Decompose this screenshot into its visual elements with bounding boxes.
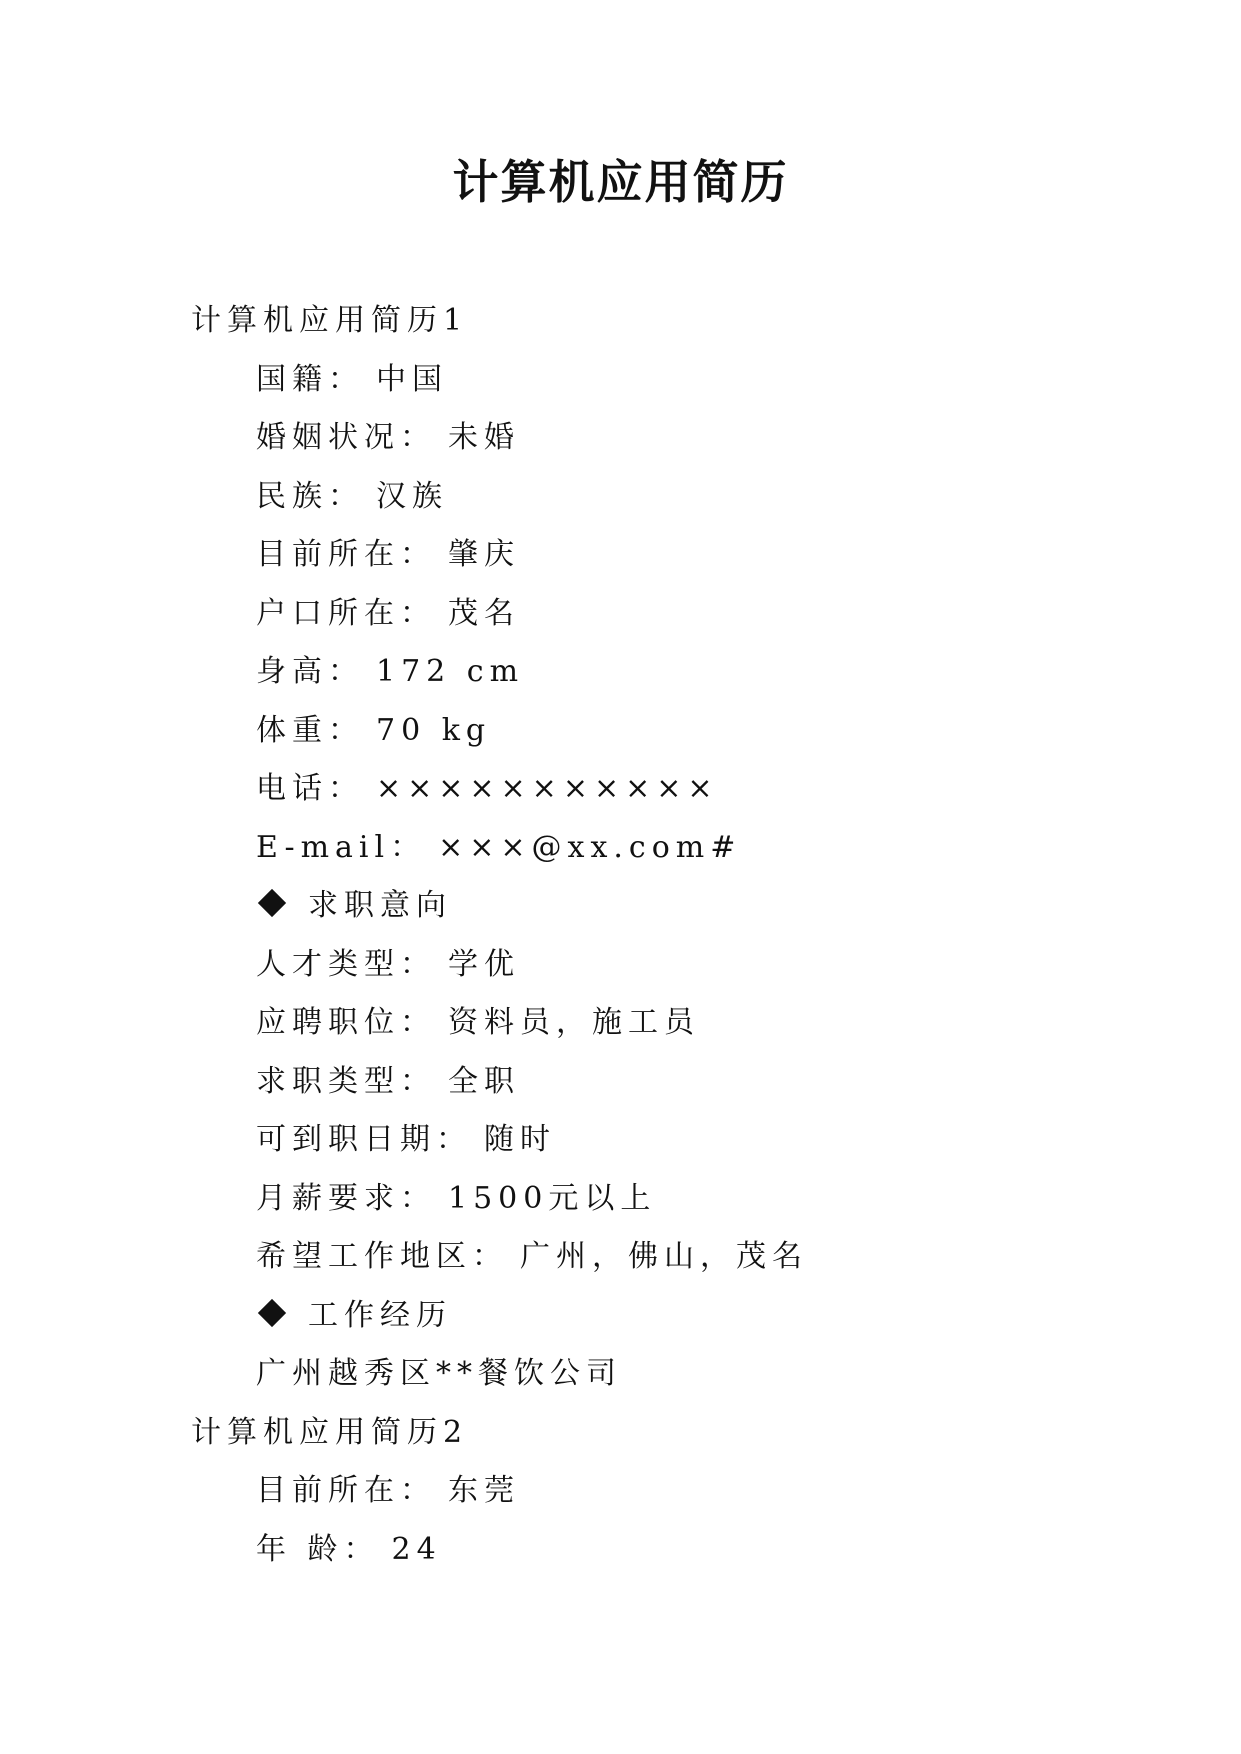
age-value: 24 [391,1531,442,1567]
resume-1-heading: 计算机应用简历1 [191,303,469,338]
current-location-value: 肇庆 [448,537,520,572]
company-name: 广州越秀区**餐饮公司 [256,1356,622,1391]
phone-value: ××××××××××× [376,771,719,806]
diamond-bullet-icon [258,889,286,917]
diamond-bullet-icon [258,1298,286,1326]
start-date-row [0,1111,1241,1170]
current-location-label: 目前所在： [256,537,436,572]
position-value: 资料员，施工员 [448,1005,700,1040]
hukou-value: 茂名 [448,595,520,631]
current-location-label: 目前所在： [256,1473,436,1508]
nationality-value: 中国 [376,361,448,397]
phone-label: 电话： [256,771,364,806]
current-location-row-2 [0,1462,1241,1521]
ethnicity-row [0,468,1241,527]
salary-row [0,1170,1241,1229]
job-type-value: 全职 [448,1063,520,1099]
hukou-label: 户口所在： [256,595,436,631]
experience-heading-text: 工作经历 [308,1297,452,1333]
job-type-row [0,1053,1241,1112]
ethnicity-value: 汉族 [376,478,448,514]
email-value: ×××@xx.com# [438,829,742,865]
weight-label: 体重： [256,712,364,748]
position-label: 应聘职位： [256,1005,436,1040]
document-body [0,292,1241,1579]
start-date-label: 可到职日期： [256,1122,472,1157]
talent-type-label: 人才类型： [256,946,436,982]
nationality-row [0,351,1241,410]
talent-type-row [0,936,1241,995]
email-label: E-mail： [256,829,427,865]
page-title: 计算机应用简历 [452,155,789,209]
nationality-label: 国籍： [256,361,364,397]
weight-row [0,702,1241,761]
phone-row [0,760,1241,819]
age-label: 年 龄： [256,1531,380,1567]
intent-section-heading [0,877,1241,936]
work-area-label: 希望工作地区： [256,1239,508,1274]
marital-label: 婚姻状况： [256,420,436,455]
email-row [0,819,1241,878]
work-area-value: 广州，佛山，茂名 [520,1239,808,1274]
marital-row [0,409,1241,468]
current-location-value: 东莞 [448,1473,520,1508]
salary-value: 1500元以上 [448,1180,657,1216]
hukou-row [0,585,1241,644]
weight-value: 70 kg [376,712,492,748]
work-area-row [0,1228,1241,1287]
marital-value: 未婚 [448,420,520,455]
start-date-value: 随时 [484,1122,556,1157]
intent-heading-text: 求职意向 [308,888,452,923]
height-value: 172 cm [376,654,525,689]
position-row [0,994,1241,1053]
height-label: 身高： [256,654,364,689]
experience-section-heading [0,1287,1241,1346]
current-location-row [0,526,1241,585]
height-row [0,643,1241,702]
talent-type-value: 学优 [448,946,520,982]
age-row [0,1521,1241,1580]
ethnicity-label: 民族： [256,478,364,514]
job-type-label: 求职类型： [256,1063,436,1099]
salary-label: 月薪要求： [256,1180,436,1216]
resume-2-heading: 计算机应用简历2 [191,1414,469,1450]
